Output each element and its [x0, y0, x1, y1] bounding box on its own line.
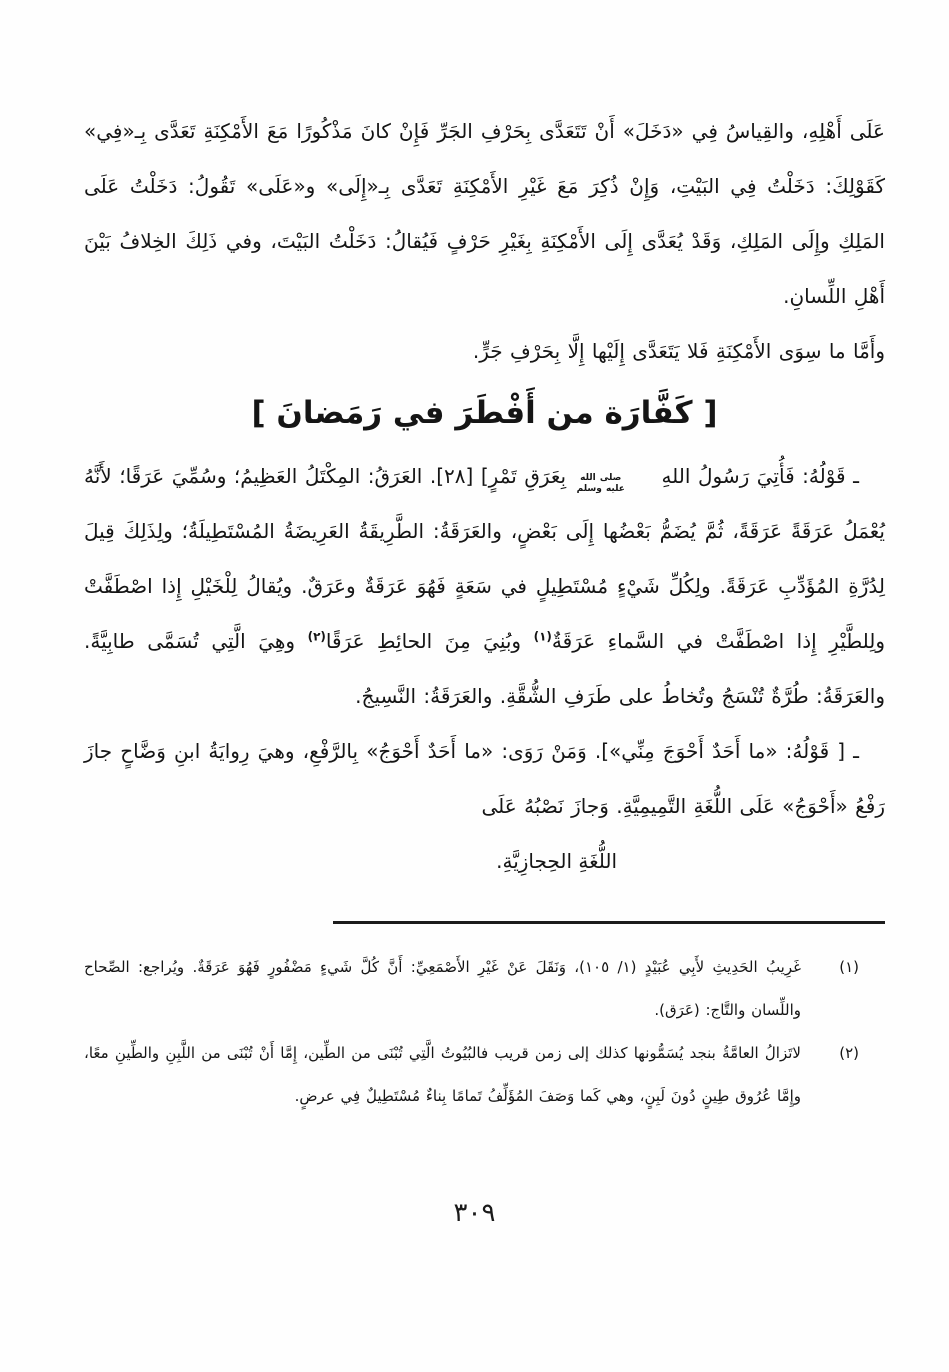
footnote-text-1: غَرِيبُ الحَدِيثِ لأَبِي عُبَيْدٍ (١/ ١٠٥)، وَنَقَلَ عَنْ غَيْرِ الأَصْمَعِيِّ: أَنَّ كُلَّ شَيءٍ مَضْفُورٍ فَهُوَ عَرَقَةٌ. ويُراجع: الصِّحاح واللِّسان والتَّاج: (عَرَق).	[84, 958, 801, 1019]
page-number: ٣٠٩	[453, 1198, 496, 1228]
pbuh-ligature	[577, 473, 651, 496]
pbuh-line-1: صلى الله	[580, 472, 622, 483]
footnote-ref-1: (١)	[533, 629, 552, 644]
paragraph-commentary-2-tail: اللُّغَةِ الحِجازِيَّةِ.	[496, 849, 617, 873]
paragraph-commentary-2: ـ [ قَوْلُهُ: «ما أَحَدٌ أَحْوَجَ مِنِّي»]. وَمَنْ رَوَى: «ما أَحَدٌ أَحْوَجُ» بِالرَّفْعِ، وهيَ رِوايَةُ ابنِ وَضَّاحٍ جازَ رَفْعُ «أَحْوَجُ» عَلَى اللُّغَةِ التَّمِيمِيَّةِ. وَجازَ نَصْبُهُ عَلَى	[84, 739, 885, 818]
commentary-1-body: بِعَرَقِ تَمْرٍ] [٢٨]. العَرَقُ: المِكْتَلُ العَظِيمُ؛ وسُمِّيَ عَرَقًا؛ لأَنَّهُ يُعْمَلُ عَرَقَةً عَرَقَةً، ثُمَّ يُضَمُّ بَعْضُها إِلَى بَعْضٍ، والعَرَقَةُ: الطَّرِيقَةُ العَرِيضَةُ المُسْتَطِيلَةُ؛ ولِذَلِكَ قِيلَ لِدُرَّةِ المُؤَدِّبِ عَرَقَةً. ولِكُلِّ شَيْءٍ مُسْتَطِيلٍ في سَعَةٍ فَهُوَ عَرَقَةٌ وعَرَقٌ. ويُقالُ لِلْخَيْلِ إِذا اصْطَفَّتْ ولِلطَّيْرِ إِذا اصْطَفَّتْ في السَّماءِ عَرَقَةٌ	[84, 464, 886, 653]
footnote-divider	[333, 921, 885, 924]
section-heading: [ كَفَّارَة من أَفْطَرَ في رَمَضانَ ]	[251, 395, 718, 431]
commentary-1-closing: وهِيَ الَّتِي تُسَمَّى طابِيَّةً. والعَرَقَةُ: طُرَّةٌ تُنْسَجُ وتُخاطُ على طَرَفِ الشُّقَّةِ. والعَرَقَةُ: النَّسِيجُ.	[84, 629, 885, 708]
footnote-number-1: (١)	[839, 958, 859, 976]
paragraph-intro: عَلَى أَهْلِهِ، والقِياسُ فِي «دَخَلَ» أَنْ تَتَعَدَّى بِحَرْفِ الجَرِّ فَإِنْ كانَ مَذْكُورًا مَعَ الأَمْكِنَةِ تَعَدَّى بِـ«فِي» كَقَوْلِكَ: دَخَلْتُ فِي البَيْتِ، وَإِنْ ذُكِرَ مَعَ غَيْرِ الأَمْكِنَةِ تَعَدَّى بِـ«إِلَى» و«عَلَى» تَقُولُ: دَخَلْتُ عَلَى المَلِكِ وإِلَى المَلِكِ، وَقَدْ يُعَدَّى إِلَى الأَمْكِنَةِ بِغَيْرِ حَرْفٍ فَيُقالُ: دَخَلْتُ البَيْتَ، وفي ذَلِكَ الخِلافُ بَيْنَ أَهْلِ اللِّسانِ.	[84, 119, 885, 308]
pbuh-line-2: عليه وسلم	[576, 484, 625, 494]
paragraph-commentary-1	[84, 449, 885, 724]
footnote-number-2: (٢)	[839, 1044, 859, 1062]
footnote-item-1	[84, 946, 859, 1032]
footnote-ref-2: (٢)	[307, 629, 326, 644]
commentary-1-opening: ـ قَوْلُهُ: فَأُتِيَ رَسُولُ اللهِ	[661, 464, 859, 488]
commentary-1-middle: وبُنِيَ مِنَ الحائِطِ عَرَقًا	[325, 629, 522, 653]
paragraph-intro-2: وأَمَّا ما سِوَى الأَمْكِنَةِ فَلا يَتَعَدَّى إِلَيْها إِلَّا بِحَرْفِ جَرٍّ.	[472, 339, 885, 363]
footnotes-section	[84, 946, 885, 1118]
footnote-text-2: لاتَزالُ العامَّةُ بنجد يُسَمُّونها كذلك إلى زمن قريب فالبُيُوتُ الَّتِي تُبْنَى من الطِّين، إِمَّا أَنْ تُبْنَى من اللَّبِنِ والطِّينِ معًا، وإِمَّا عُرُوق طِينٍ دُونَ لَبِنٍ، وهي كَما وَصَفَ المُؤَلِّفُ تَمامًا بِناءٌ مُسْتَطِيلٌ فِي عرضٍ.	[84, 1044, 801, 1105]
footnote-item-2	[84, 1032, 859, 1118]
